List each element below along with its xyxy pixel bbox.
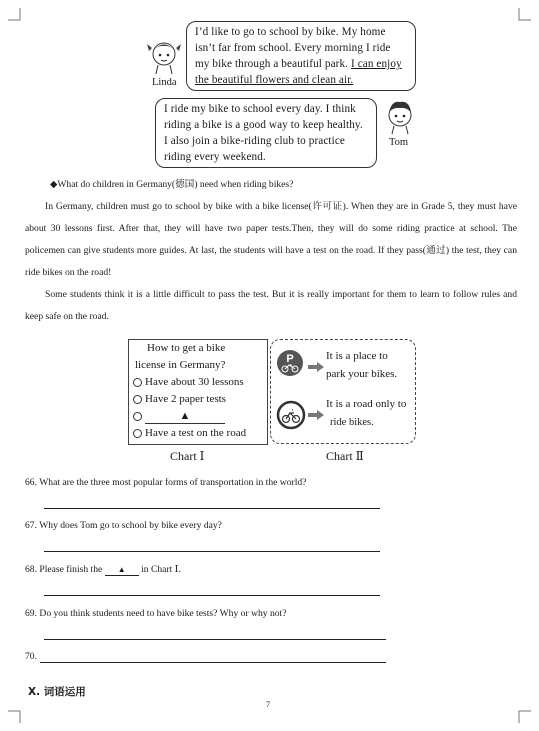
crop-mark-bottom-left <box>8 707 24 723</box>
question-68-text: 68. Please finish the <box>25 564 103 575</box>
section-heading: ◆What do children in Germany(德国) need when riding bikes? <box>50 179 294 190</box>
bullet-circle-icon <box>133 429 142 438</box>
blank-triangle-marker: ▲ <box>145 410 225 424</box>
chart-2-row-2-line-2: ride bikes. <box>330 417 374 428</box>
linda-name-label: Linda <box>152 77 177 88</box>
chart-1-caption: Chart Ⅰ <box>170 449 205 463</box>
linda-underlined-part-a: I can enjoy <box>350 58 402 70</box>
tom-speech-bubble <box>155 98 377 168</box>
chart-2-row-1-line-1: It is a place to <box>326 350 388 362</box>
arrow-right-icon <box>308 410 324 420</box>
parking-sign-icon <box>276 349 304 381</box>
answer-line-69[interactable] <box>44 639 386 640</box>
answer-line-68[interactable] <box>44 595 380 596</box>
question-67: 67. Why does Tom go to school by bike every day? <box>25 520 222 531</box>
chart-1-item: Have about 30 lessons <box>129 374 267 391</box>
paragraph-2: Some students think it is a little difficult to pass the test. But it is really important for them to learn to follow rules and keep safe on the road. <box>25 289 517 322</box>
linda-line-3: my bike through a beautiful park. <box>195 58 349 70</box>
crop-mark-bottom-right <box>515 707 531 723</box>
crop-mark-top-right <box>515 8 531 24</box>
linda-line-1: I’d like to go to school by bike. My home <box>195 26 386 38</box>
parking-sign-letter: P <box>286 353 294 365</box>
question-68 <box>25 564 181 576</box>
answer-line-66[interactable] <box>44 508 380 509</box>
chart-1-title-line-1: How to get a bike <box>147 342 226 354</box>
chart-1-item: Have a test on the road <box>129 425 267 442</box>
tom-line-1: I ride my bike to school every day. I think <box>164 103 356 115</box>
tom-line-3: I also join a bike-riding club to practice <box>164 135 345 147</box>
crop-mark-top-left <box>8 8 24 24</box>
question-68-tail: in Chart Ⅰ. <box>141 564 181 575</box>
chart-1-item-blank <box>129 408 267 425</box>
linda-avatar <box>146 36 182 76</box>
chart-2-row-2-line-1: It is a road only to <box>326 398 407 410</box>
chart-1-item: Have 2 paper tests <box>129 391 267 408</box>
question-69: 69. Do you think students need to have bike tests? Why or why not? <box>25 608 287 619</box>
question-70: 70. <box>25 651 37 662</box>
bike-lane-sign-icon <box>276 400 306 430</box>
chart-1-box <box>128 339 268 445</box>
chart-2-row-1-line-2: park your bikes. <box>326 368 398 380</box>
question-66: 66. What are the three most popular forms of transportation in the world? <box>25 477 307 488</box>
bullet-circle-icon <box>133 395 142 404</box>
chart-2-caption: Chart Ⅱ <box>326 449 364 463</box>
reading-passage <box>25 196 517 328</box>
tom-line-4: riding every weekend. <box>164 151 266 163</box>
linda-speech-bubble <box>186 21 416 91</box>
page-number: 7 <box>266 700 270 709</box>
tom-avatar <box>382 97 418 135</box>
bullet-circle-icon <box>133 378 142 387</box>
paragraph-1: In Germany, children must go to school by bike with a bike license(许可证). When they are in Grade 5, they must have about 30 lessons first. After that, they will have two paper tests.Then, they will do some riding practice at school. The policemen can give students more guides. At last, the students will have a test on the road. If they pass(通过) the test, they can ride bikes on the road! <box>25 201 517 278</box>
bullet-circle-icon <box>133 412 142 421</box>
linda-underlined-part-b: the beautiful flowers and clean air. <box>195 74 354 86</box>
linda-line-2: isn’t far from school. Every morning I ride <box>195 42 391 54</box>
chart-2-box <box>270 339 416 444</box>
tom-line-2: riding a bike is a good way to keep healthy. <box>164 119 363 131</box>
arrow-right-icon <box>308 362 324 372</box>
tom-name-label: Tom <box>389 137 409 148</box>
answer-line-67[interactable] <box>44 551 380 552</box>
chart-1-title-line-2: license in Germany? <box>135 359 226 371</box>
question-68-blank: ▲ <box>105 565 139 576</box>
section-x-heading: X. 词语运用 <box>28 686 86 698</box>
answer-line-70[interactable] <box>40 662 386 663</box>
